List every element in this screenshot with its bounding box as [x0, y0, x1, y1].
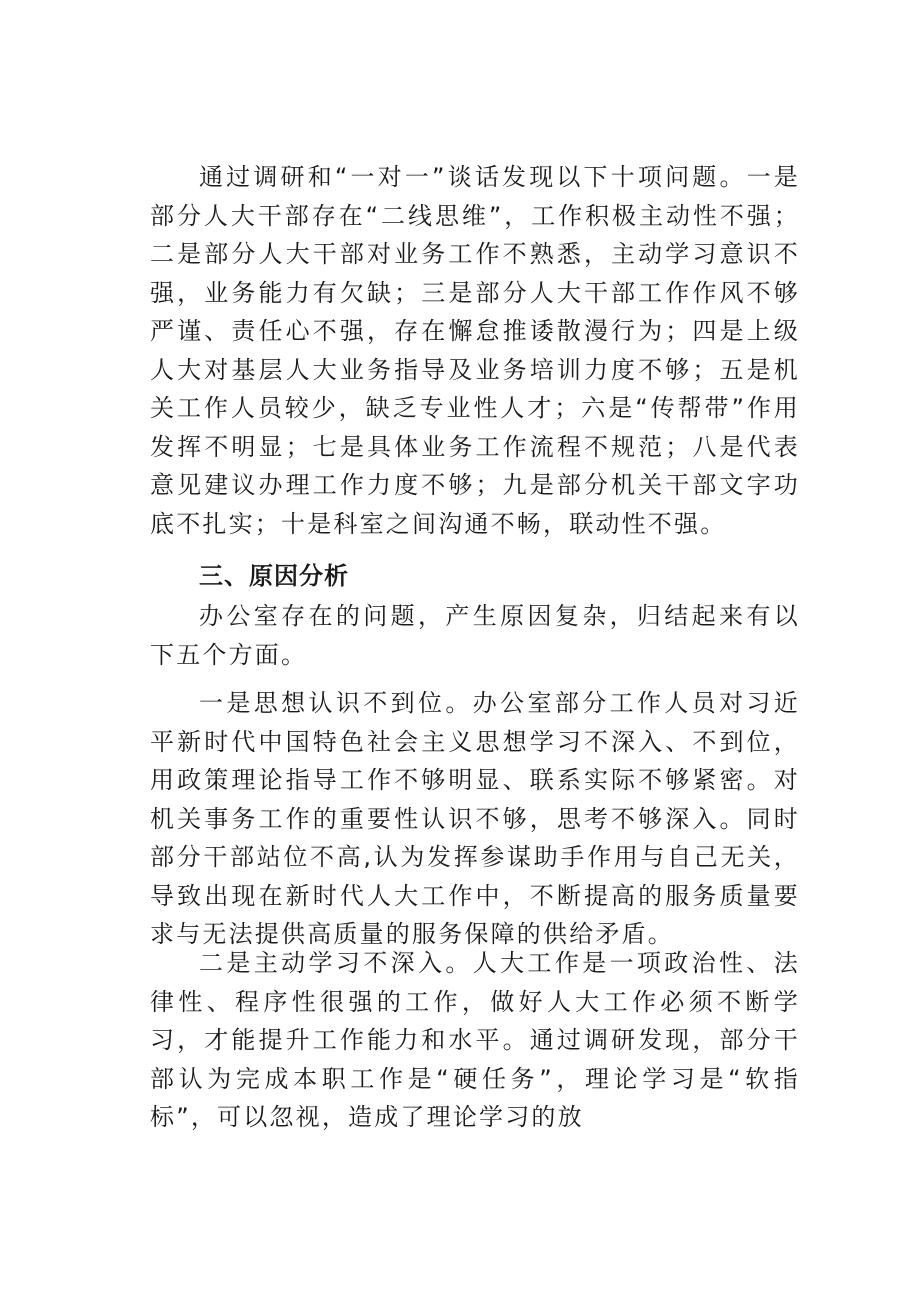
paragraph-cause-one: 一是思想认识不到位。办公室部分工作人员对习近平新时代中国特色社会主义思想学习不深入、不到位，用政策理论指导工作不够明显、联系实际不够紧密。对机关事务工作的重要性认识不够，思考不够深入。同时部分干部站位不高,认为发挥参谋助手作用与自己无关，导致出现在新时代人大工作中，不断提高的服务质量要求与无法提供高质量的服务保障的供给矛盾。: [150, 689, 800, 948]
paragraph-cause-two: 二是主动学习不深入。人大工作是一项政治性、法律性、程序性很强的工作，做好人大工作必须不断学习，才能提升工作能力和水平。通过调研发现，部分干部认为完成本职工作是“硬任务”，理论学习是“软指标”，可以忽视，造成了理论学习的放: [150, 949, 800, 1131]
paragraph-issues-summary: 通过调研和“一对一”谈话发现以下十项问题。一是部分人大干部存在“二线思维”，工作积极主动性不强；二是部分人大干部对业务工作不熟悉，主动学习意识不强，业务能力有欠缺；三是部分人大干部工作作风不够严谨、责任心不强，存在懈怠推诿散漫行为；四是上级人大对基层人大业务指导及业务培训力度不够；五是机关工作人员较少，缺乏专业性人才；六是“传帮带”作用发挥不明显；七是具体业务工作流程不规范；八是代表意见建议办理工作力度不够；九是部分机关干部文字功底不扎实；十是科室之间沟通不畅，联动性不强。: [150, 163, 800, 538]
section-heading-cause-analysis: 三、原因分析: [199, 562, 349, 590]
paragraph-cause-intro: 办公室存在的问题，产生原因复杂，归结起来有以下五个方面。: [150, 602, 800, 669]
